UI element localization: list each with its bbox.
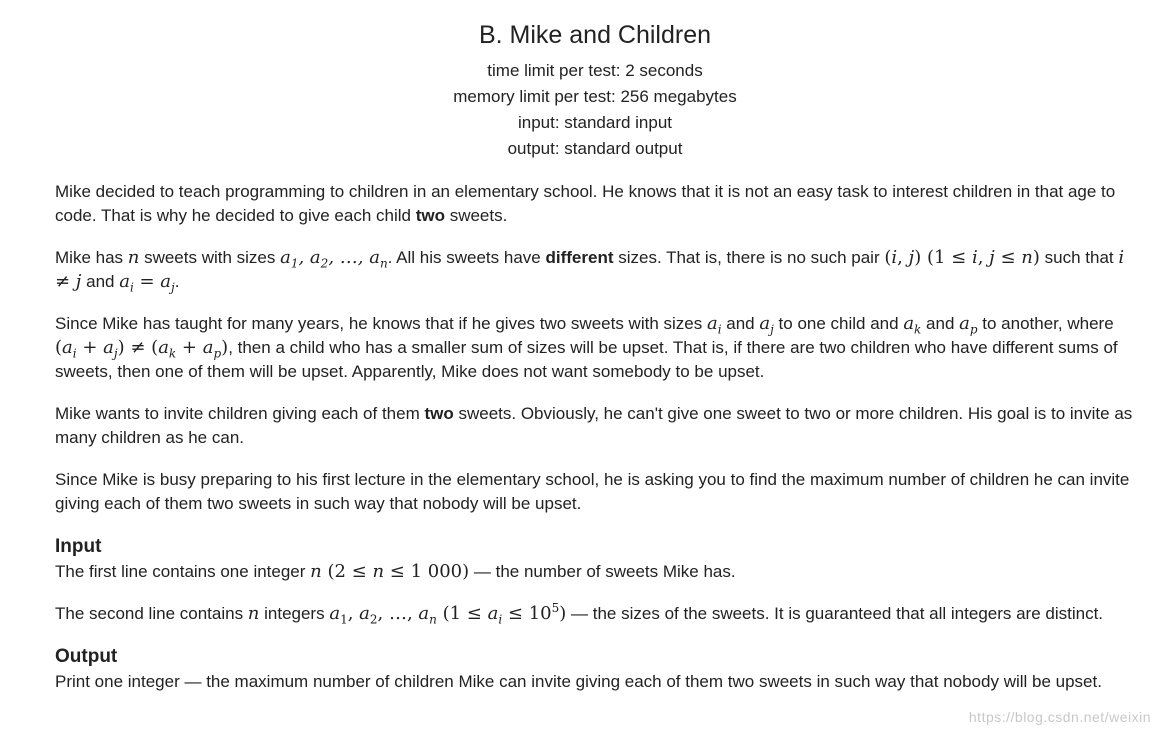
output-spec: output: standard output (507, 139, 683, 158)
math-pair: (i, j) (1 ≤ i, j ≤ n) (884, 247, 1040, 268)
input-line-1: The first line contains one integer n (2 ≤ n ≤ 1 000) — the number of sweets Mike has. (55, 561, 736, 582)
output-heading: Output (55, 646, 118, 667)
input-line-2: The second line contains n integers $a_1$, $a_2$, …, $a_n$ $(1 \le a_i \le 10^5)$ — the sizes of the sweets. It is guaranteed that all integers are distinct. (55, 601, 1104, 627)
paragraph-sweets: Mike has n sweets with sizes $a_1$, $a_2$, …, $a_n$. All his sweets have different sizes. That is, there is no such pair (i, j) (1 ≤ i, j ≤ n) such that i ≠ j and $a_i = a_j$. (55, 247, 1125, 295)
math-n: n (127, 247, 140, 268)
math-ai-eq-aj: $a_i = a_j$ (119, 271, 175, 295)
math-sequence: $a_1$, $a_2$, …, $a_n$ (280, 247, 388, 271)
input-section (55, 534, 1135, 626)
input-heading: Input (55, 536, 102, 557)
math-sum-inequality: $(a_i + a_j) \ne (a_k + a_p)$ (55, 337, 229, 361)
memory-limit: memory limit per test: 256 megabytes (453, 87, 737, 106)
limits-block (55, 58, 1135, 162)
watermark: https://blog.csdn.net/weixin (968, 709, 1151, 725)
math-i-neq-j: i ≠ j (55, 247, 1125, 292)
paragraph-upset-rule: Since Mike has taught for many years, he knows that if he gives two sweets with sizes $a_i$ and $a_j$ to one child and $a_k$ and $a_p$ to another, where $(a_i + a_j) \ne (a_k + a_p)$, then a child who has a smaller sum of sizes will be upset. That is, if there are two children who have different sums of sweets, then one of them will be upset. Apparently, Mike does not want somebody to be upset. (55, 313, 1118, 381)
output-section (55, 644, 1135, 694)
paragraph-intro: Mike decided to teach programming to children in an elementary school. He knows that it is not an easy task to interest children in that age to code. That is why he decided to give each child two sweets. (55, 182, 1116, 225)
time-limit: time limit per test: 2 seconds (487, 61, 703, 80)
output-line-1: Print one integer — the maximum number of children Mike can invite giving each of them two sweets in such way that nobody will be upset. (55, 672, 1102, 691)
problem-title: B. Mike and Children (478, 21, 712, 49)
paragraph-task: Since Mike is busy preparing to his first lecture in the elementary school, he is asking you to find the maximum number of children he can invite giving each of them two sweets in such way that nobody will be upset. (55, 470, 1130, 513)
input-spec: input: standard input (517, 113, 673, 132)
paragraph-goal: Mike wants to invite children giving each of them two sweets. Obviously, he can't give one sweet to two or more children. His goal is to invite as many children as he can. (55, 404, 1133, 447)
problem-statement (55, 18, 1135, 694)
